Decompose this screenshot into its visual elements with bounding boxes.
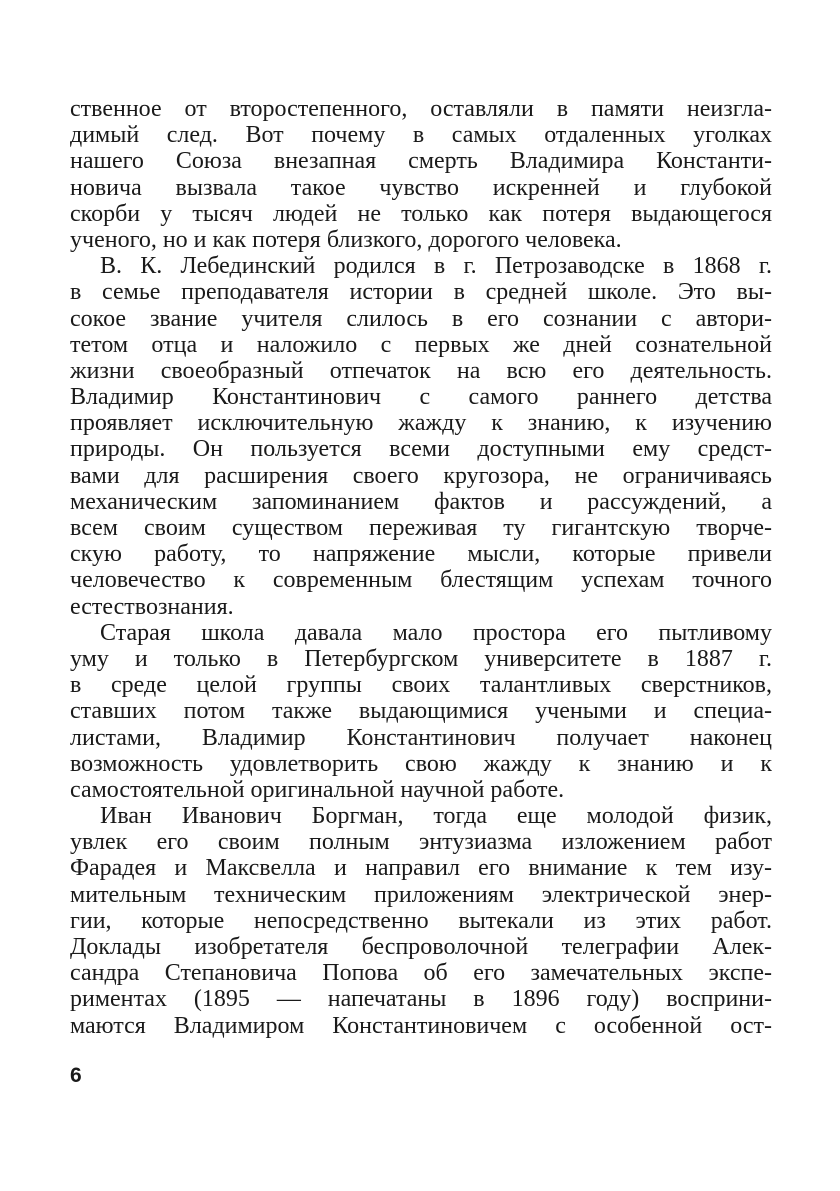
text-line: Фарадея и Максвелла и направил его внимание к тем изу- bbox=[70, 855, 772, 882]
paragraph bbox=[70, 253, 772, 620]
text-line: тетом отца и наложило с первых же дней сознательной bbox=[70, 331, 772, 358]
text-line: сокое звание учителя слилось в его сознании с автори- bbox=[70, 305, 772, 332]
text-line: жизни своеобразный отпечаток на всю его деятельность. bbox=[70, 357, 772, 384]
text-line: проявляет исключительную жажду к знанию, к изучению bbox=[70, 410, 772, 437]
text-line: риментах (1895 — напечатаны в 1896 году) восприни- bbox=[70, 986, 772, 1013]
text-line: в семье преподавателя истории в средней школе. Это вы- bbox=[70, 279, 772, 306]
paragraph bbox=[70, 803, 772, 1039]
text-line: ученого, но и как потеря близкого, дорогого человека. bbox=[70, 226, 622, 253]
text-line: скорби у тысяч людей не только как потеря выдающегося bbox=[70, 200, 772, 227]
text-line: Старая школа давала мало простора его пытливому bbox=[100, 619, 772, 646]
text-line: скую работу, то напряжение мысли, которые привели bbox=[70, 541, 772, 568]
text-line: маются Владимиром Константиновичем с особенной ост- bbox=[70, 1012, 772, 1039]
text-line: возможность удовлетворить свою жажду к знанию и к bbox=[70, 750, 772, 777]
text-line: увлек его своим полным энтузиазма изложением работ bbox=[70, 829, 772, 856]
text-line: ственное от второстепенного, оставляли в памяти неизгла- bbox=[70, 96, 772, 122]
text-line: вами для расширения своего кругозора, не ограничиваясь bbox=[70, 462, 772, 489]
text-line: всем своим существом переживая ту гигантскую творче- bbox=[70, 515, 772, 541]
text-line: гии, которые непосредственно вытекали из этих работ. bbox=[70, 907, 772, 934]
text-line: нашего Союза внезапная смерть Владимира Константи- bbox=[70, 148, 772, 175]
text-line: самостоятельной оригинальной научной работе. bbox=[70, 776, 565, 803]
text-line: новича вызвала такое чувство искренней и глубокой bbox=[70, 174, 772, 201]
text-line: В. К. Лебединский родился в г. Петрозаводске в 1868 г. bbox=[100, 253, 772, 280]
text-line: природы. Он пользуется всеми доступными ему средст- bbox=[70, 436, 772, 463]
text-line: механическим запоминанием фактов и рассуждений, а bbox=[70, 488, 772, 515]
text-line: человечество к современным блестящим успехам точного bbox=[70, 567, 772, 594]
page-number: 6 bbox=[70, 1064, 82, 1087]
text-line: мительным техническим приложениям электрической энер- bbox=[70, 881, 772, 908]
text-line: димый след. Вот почему в самых отдаленных уголках bbox=[70, 122, 772, 149]
text-line: естествознания. bbox=[70, 593, 234, 620]
page-body bbox=[70, 96, 772, 1039]
text-line: Иван Иванович Боргман, тогда еще молодой физик, bbox=[100, 803, 772, 830]
text-line: листами, Владимир Константинович получает наконец bbox=[70, 724, 772, 751]
text-line: в среде целой группы своих талантливых сверстников, bbox=[70, 672, 772, 699]
text-line: ставших потом также выдающимися учеными и специа- bbox=[70, 698, 772, 725]
text-line: Доклады изобретателя беспроволочной телеграфии Алек- bbox=[70, 934, 772, 960]
text-line: уму и только в Петербургском университете в 1887 г. bbox=[70, 645, 772, 672]
paragraph bbox=[70, 96, 772, 253]
text-line: Владимир Константинович с самого раннего детства bbox=[70, 384, 772, 411]
text-line: сандра Степановича Попова об его замечательных экспе- bbox=[70, 960, 772, 987]
paragraph bbox=[70, 620, 772, 803]
